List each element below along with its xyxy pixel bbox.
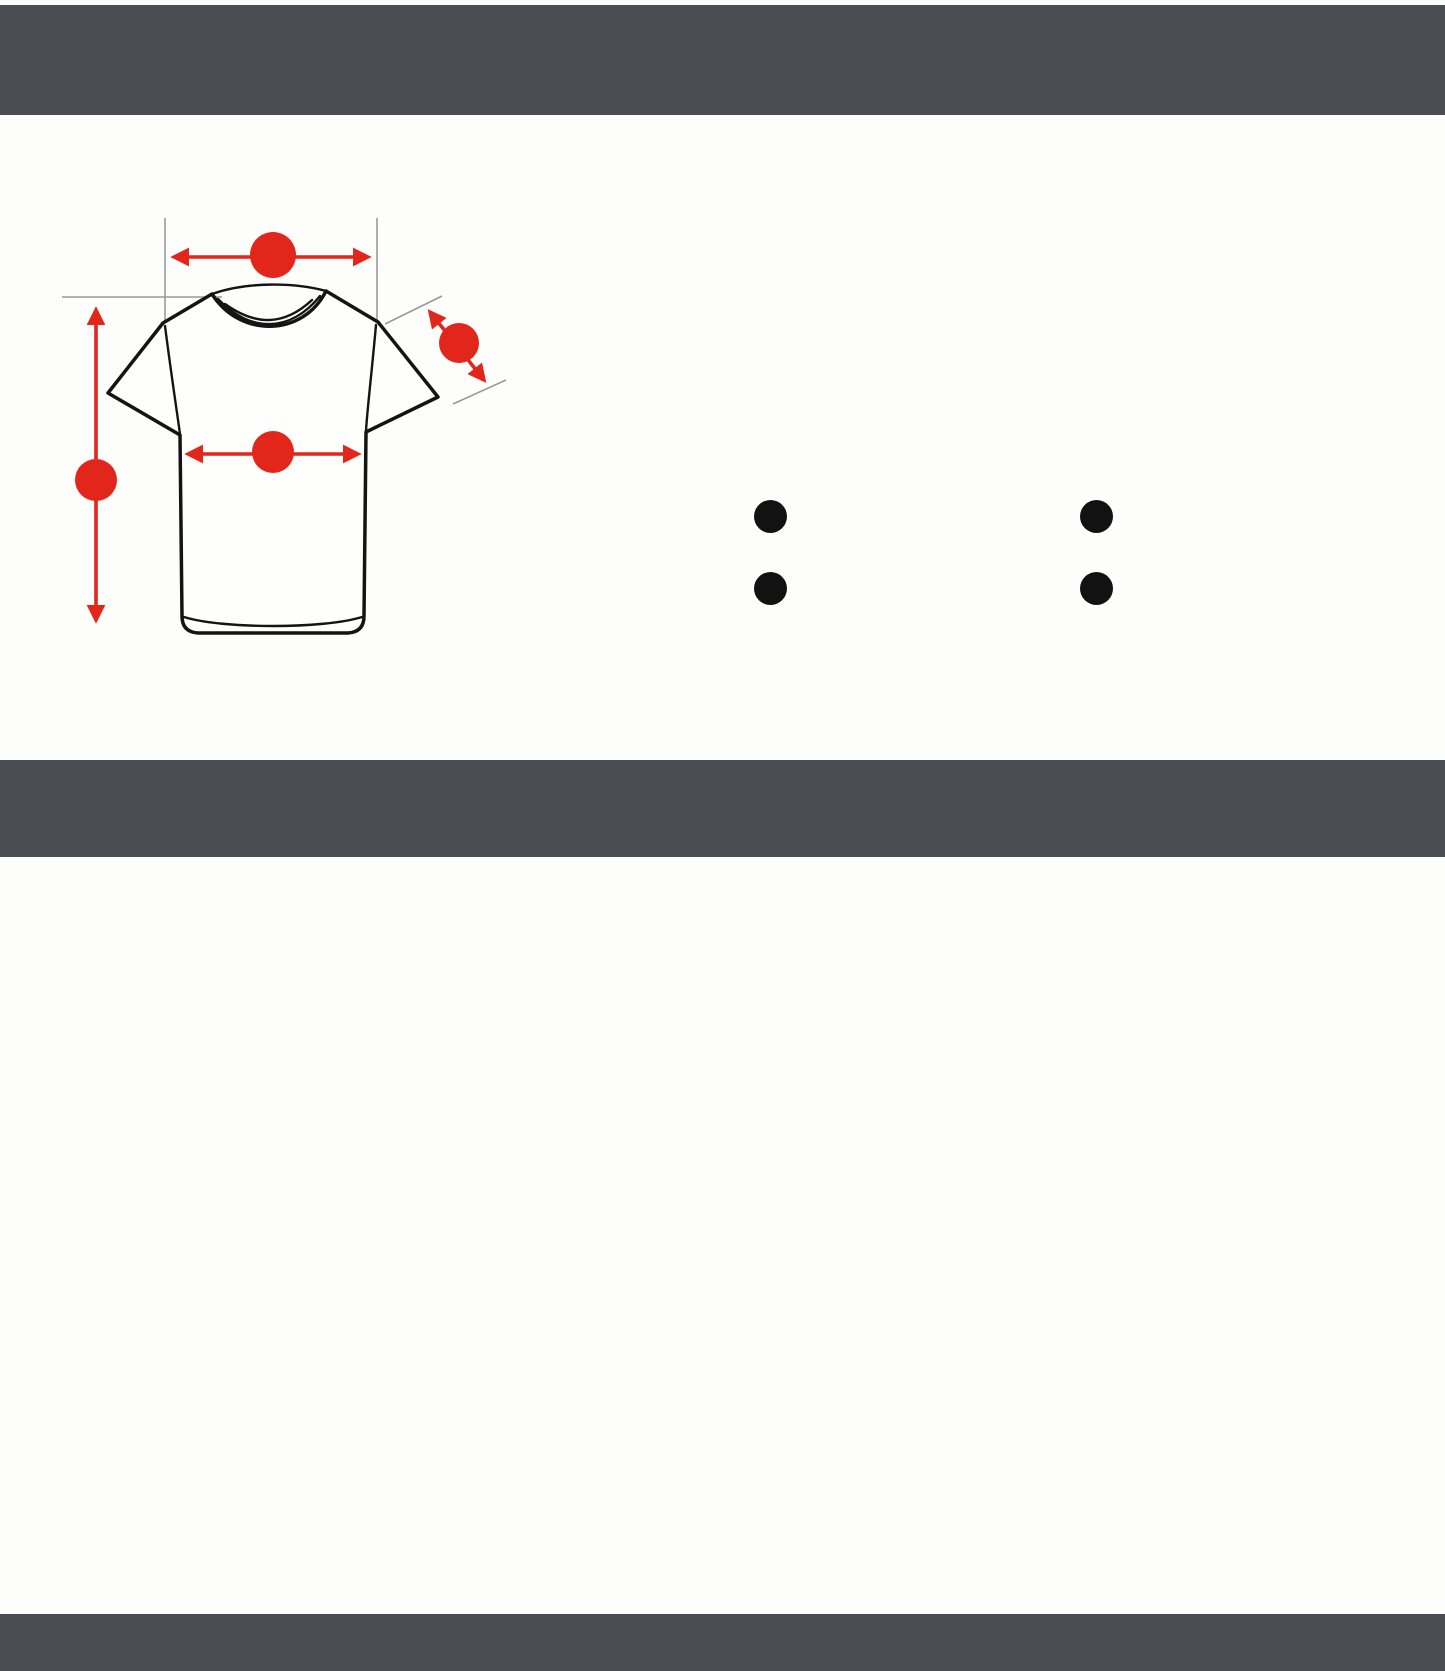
footer-bar bbox=[0, 1614, 1445, 1671]
guide-line-sleeve-upper bbox=[385, 296, 442, 324]
legend-item-sleeve-length bbox=[754, 572, 805, 605]
marker-circle-e bbox=[75, 459, 117, 501]
legend-item-bust bbox=[1080, 500, 1131, 533]
size-table-header bbox=[0, 760, 1445, 857]
tshirt-diagram bbox=[60, 190, 520, 645]
legend-badge-e bbox=[1080, 572, 1113, 605]
guide-line-sleeve-lower bbox=[453, 380, 506, 404]
legend-badge-c bbox=[1080, 500, 1113, 533]
legend-item-shoulder-width bbox=[754, 500, 805, 533]
legend-badge-b bbox=[754, 572, 787, 605]
marker-circle-a bbox=[250, 232, 296, 278]
legend-item-clothes-length bbox=[1080, 572, 1131, 605]
tshirt-collar-back bbox=[212, 285, 326, 294]
marker-circle-c bbox=[252, 431, 294, 473]
marker-circle-b bbox=[439, 323, 479, 363]
banner bbox=[0, 5, 1445, 115]
legend-badge-a bbox=[754, 500, 787, 533]
